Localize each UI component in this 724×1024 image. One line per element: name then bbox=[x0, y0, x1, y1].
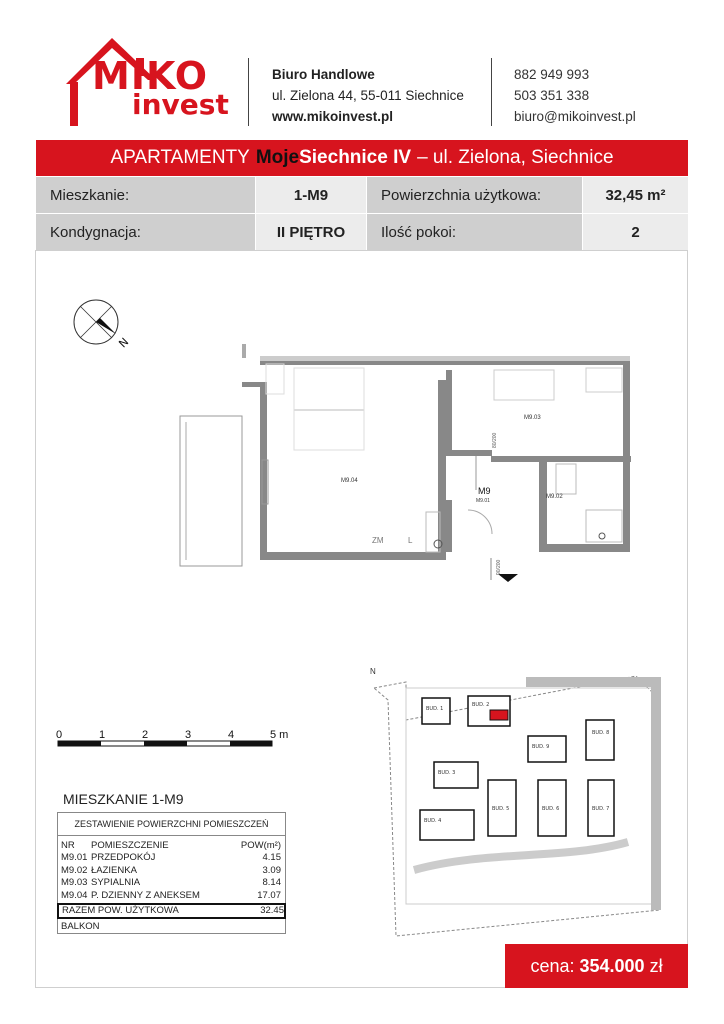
row-room: P. DZIENNY Z ANEKSEM bbox=[91, 889, 200, 901]
floor-label: Kondygnacja: bbox=[36, 214, 255, 250]
building-label: BUD. 3 bbox=[438, 770, 456, 776]
header-divider bbox=[248, 58, 249, 126]
price-label: cena: bbox=[530, 955, 575, 976]
row-room: SYPIALNIA bbox=[91, 877, 141, 889]
building-label: BUD. 6 bbox=[542, 806, 560, 812]
apartment-label: Mieszkanie: bbox=[36, 177, 255, 213]
scale-bar bbox=[52, 726, 302, 752]
contact-block bbox=[514, 64, 636, 127]
brand-name-bottom: invest bbox=[132, 88, 229, 121]
apartment-value: 1-M9 bbox=[256, 177, 366, 213]
scale-tick: 2 bbox=[142, 729, 149, 741]
office-title: Biuro Handlowe bbox=[272, 67, 375, 82]
row-nr: M9.04 bbox=[61, 889, 88, 901]
brand-name-top: MIKO bbox=[92, 54, 208, 98]
balcony-label: BALKON bbox=[61, 920, 100, 932]
total-value: 32.45 bbox=[260, 905, 284, 917]
title-suffix: – ul. Zielona, Siechnice bbox=[417, 147, 614, 168]
table-row bbox=[58, 852, 285, 865]
room-label-m902: M9.02 bbox=[546, 494, 563, 500]
office-website-link[interactable]: www.mikoinvest.pl bbox=[272, 109, 394, 124]
table-row bbox=[58, 889, 285, 902]
apartment-location-marker bbox=[490, 710, 508, 720]
building-label: BUD. 5 bbox=[492, 806, 510, 812]
building-label: BUD. 8 bbox=[592, 730, 610, 736]
door-mark: 80/200 bbox=[492, 432, 498, 448]
rooms-value: 2 bbox=[583, 214, 688, 250]
site-plan bbox=[366, 660, 666, 940]
col-nr: NR bbox=[61, 839, 75, 851]
table-balcony-row bbox=[58, 920, 285, 933]
compass-letter: N bbox=[116, 335, 132, 351]
door-mark: 90/200 bbox=[496, 559, 502, 575]
col-room: POMIESZCZENIE bbox=[91, 839, 169, 851]
site-compass-letter: N bbox=[370, 667, 376, 676]
office-address: ul. Zielona 44, 55-011 Siechnice bbox=[272, 88, 464, 103]
table-row bbox=[58, 877, 285, 890]
row-area: 17.07 bbox=[257, 889, 281, 901]
table-column-headers bbox=[58, 839, 285, 852]
contact-phone-1[interactable]: 882 949 993 bbox=[514, 67, 590, 82]
price-amount: 354.000 bbox=[579, 955, 645, 976]
building-label: BUD. 7 bbox=[592, 806, 610, 812]
scale-tick: 3 bbox=[185, 729, 192, 741]
area-label: Powierzchnia użytkowa: bbox=[367, 177, 582, 213]
scale-tick: 1 bbox=[99, 729, 106, 741]
room-label-m903: M9.03 bbox=[524, 415, 541, 421]
table-total-row bbox=[57, 903, 286, 920]
scale-tick: 5 m bbox=[270, 729, 289, 741]
kitchen-mark-l: L bbox=[408, 536, 413, 545]
row-area: 4.15 bbox=[262, 852, 281, 864]
building-label: BUD. 4 bbox=[424, 818, 442, 824]
compass-icon bbox=[66, 296, 136, 356]
row-nr: M9.01 bbox=[61, 852, 88, 864]
header-divider bbox=[491, 58, 492, 126]
title-bar bbox=[36, 140, 688, 176]
room-label-m904: M9.04 bbox=[341, 478, 358, 484]
title-project-a: Moje bbox=[255, 147, 300, 168]
building-label: BUD. 1 bbox=[426, 706, 444, 712]
total-label: RAZEM POW. UŻYTKOWA bbox=[62, 905, 179, 917]
scale-tick: 4 bbox=[228, 729, 235, 741]
col-area: POW(m²) bbox=[240, 839, 281, 851]
floor-plan bbox=[176, 340, 636, 585]
row-room: PRZEDPOKÓJ bbox=[91, 852, 156, 864]
building-label: BUD. 2 bbox=[472, 702, 490, 708]
scale-tick: 0 bbox=[56, 729, 63, 741]
unit-label: M9 bbox=[478, 486, 491, 496]
unit-sublabel: M9.01 bbox=[476, 498, 490, 504]
price-badge bbox=[505, 944, 688, 988]
contact-email-link[interactable]: biuro@mikoinvest.pl bbox=[514, 109, 636, 124]
row-area: 3.09 bbox=[262, 864, 281, 876]
row-nr: M9.02 bbox=[61, 864, 88, 876]
contact-phone-2[interactable]: 503 351 338 bbox=[514, 88, 590, 103]
row-nr: M9.03 bbox=[61, 877, 88, 889]
room-area-table bbox=[57, 812, 286, 934]
building-label: BUD. 9 bbox=[532, 744, 550, 750]
floor-value: II PIĘTRO bbox=[256, 214, 366, 250]
row-room: ŁAZIENKA bbox=[91, 864, 137, 876]
table-title: MIESZKANIE 1-M9 bbox=[63, 791, 184, 807]
row-area: 8.14 bbox=[262, 877, 281, 889]
rooms-label: Ilość pokoi: bbox=[367, 214, 582, 250]
price-currency: zł bbox=[649, 955, 663, 976]
office-block bbox=[272, 64, 464, 127]
area-value: 32,45 m² bbox=[583, 177, 688, 213]
table-row bbox=[58, 864, 285, 877]
title-prefix: APARTAMENTY bbox=[110, 147, 250, 168]
kitchen-mark-zm: ZM bbox=[372, 536, 384, 545]
table-header: ZESTAWIENIE POWIERZCHNI POMIESZCZEŃ bbox=[58, 813, 285, 836]
title-project-b: Siechnice IV bbox=[299, 147, 412, 168]
